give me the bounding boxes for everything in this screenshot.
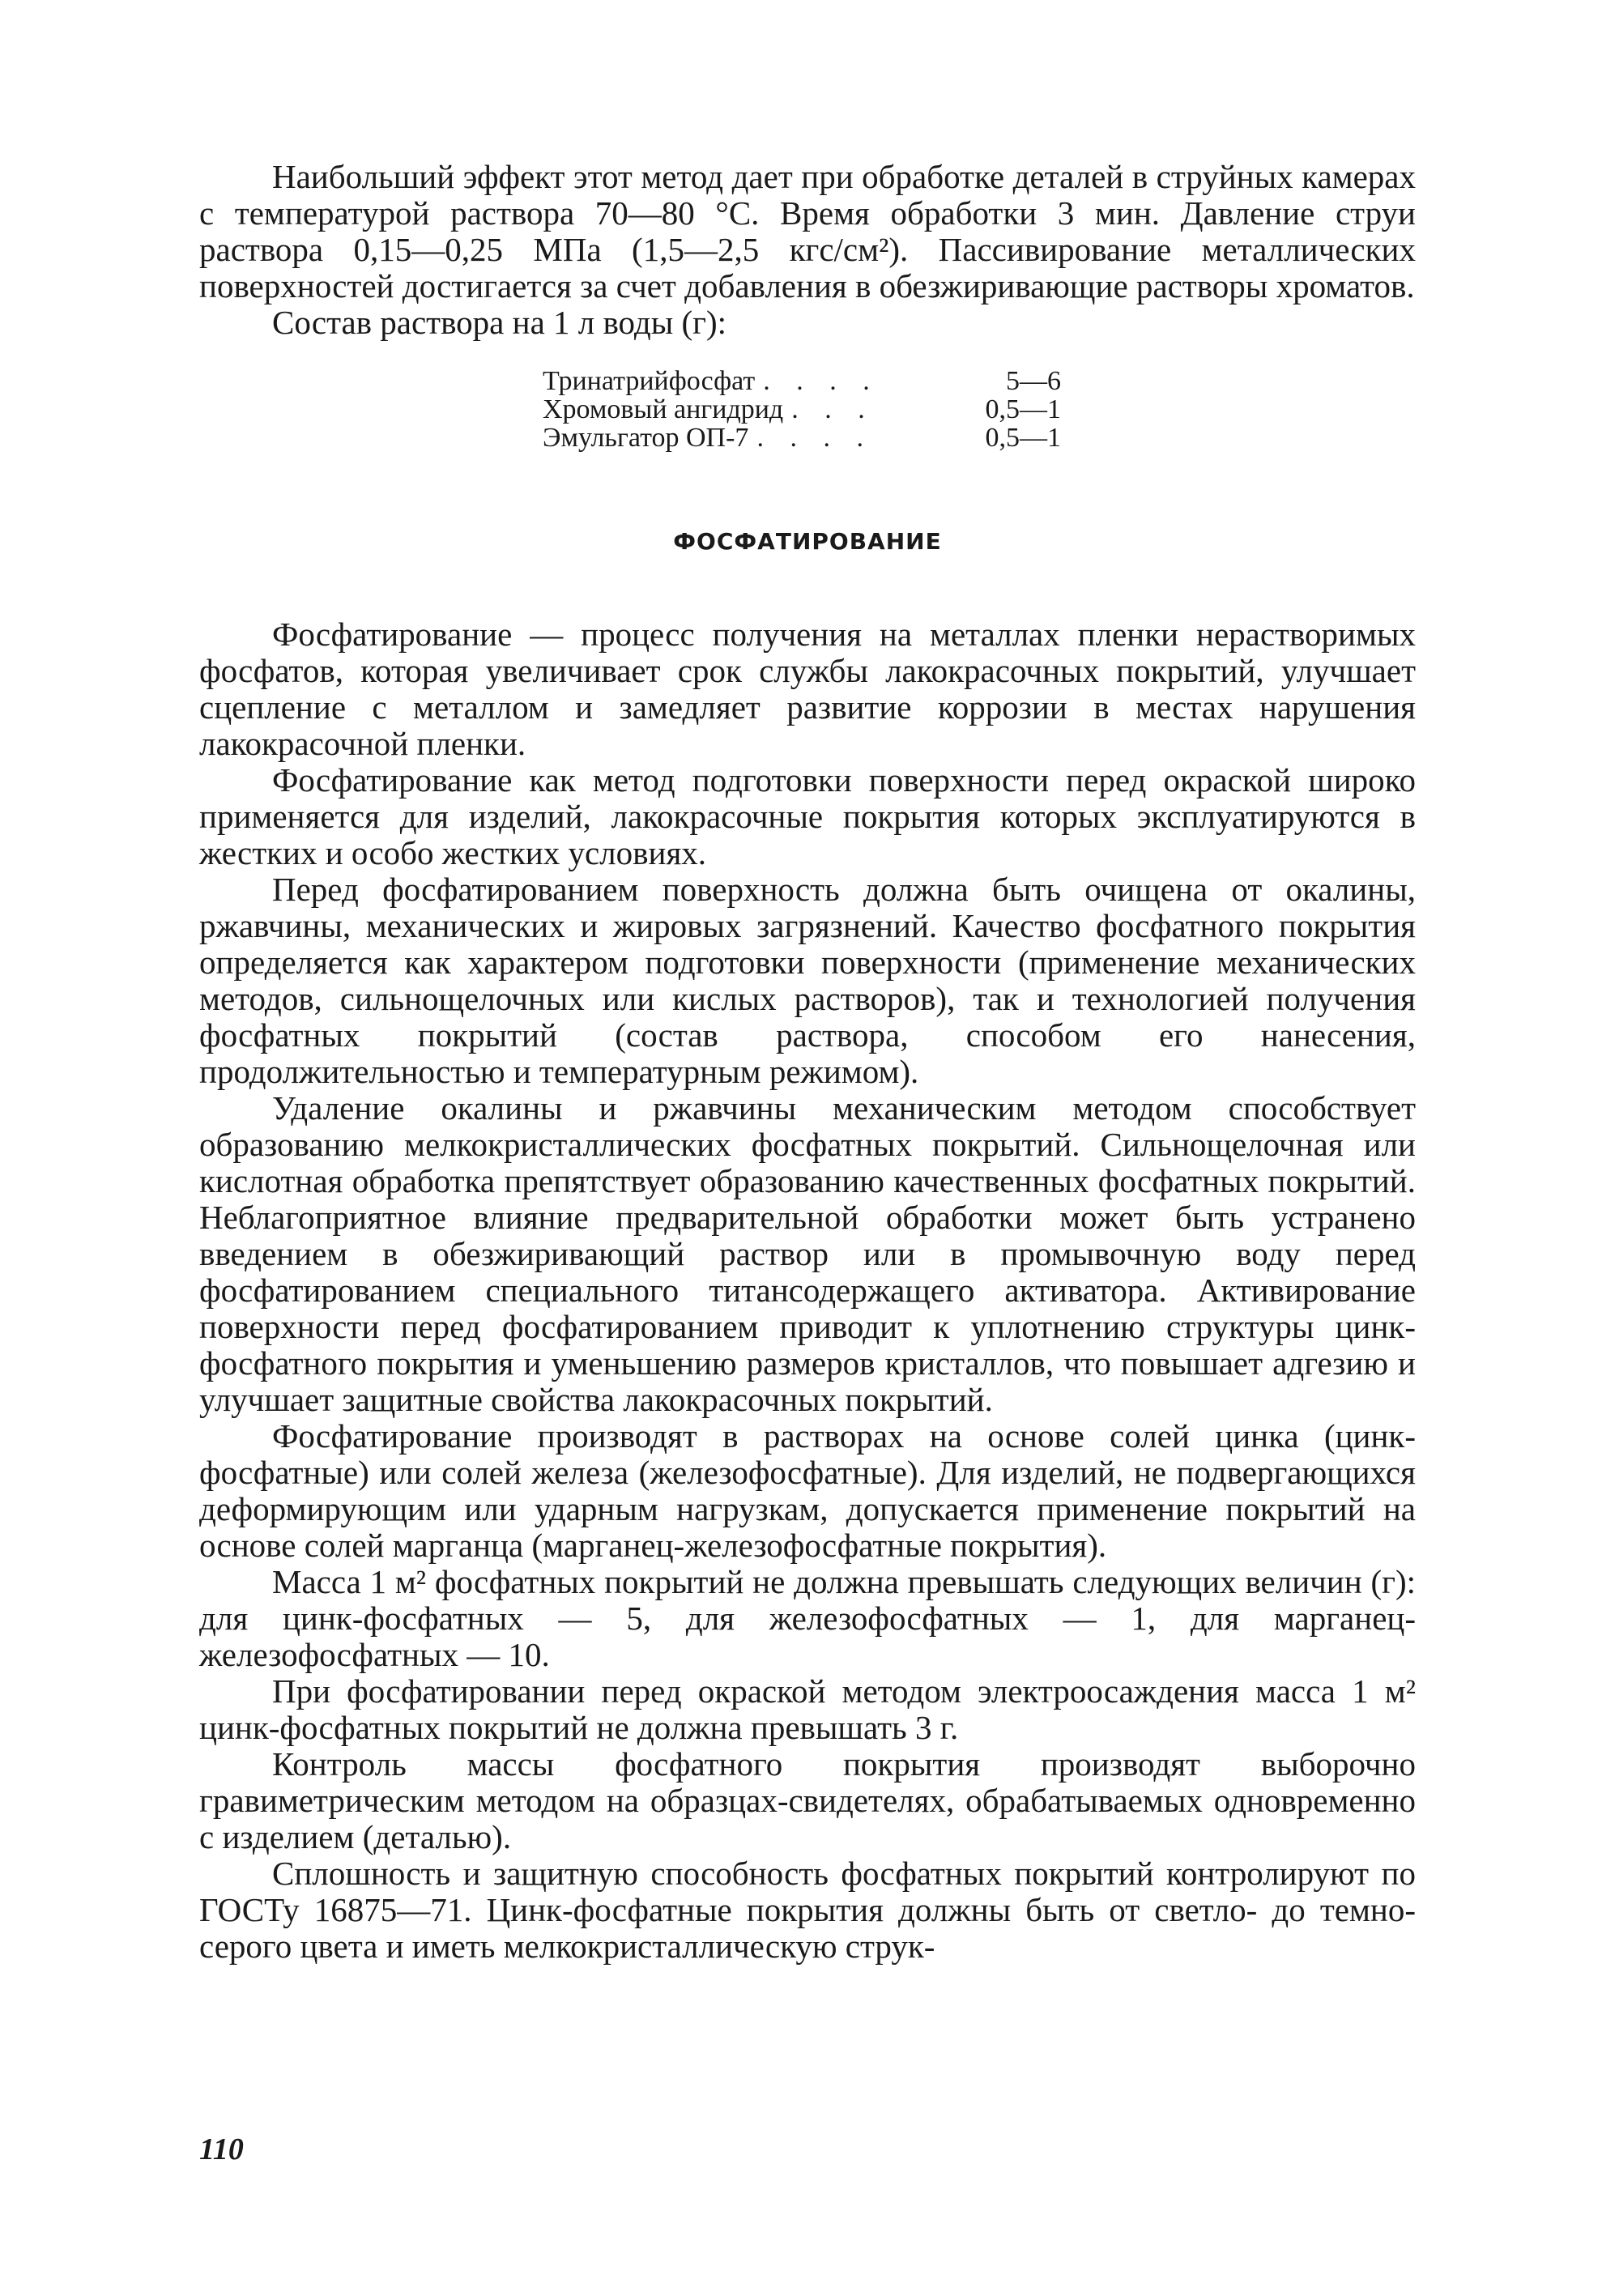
section-paragraph: Фосфатирование производят в растворах на основе солей цинка (цинк-фосфатные) или солей железа (железофосфатные). Для изделий, не подвергающихся деформирующим или ударным нагрузкам, допускается применение покрытий на основе солей марганца (марганец-железофосфатные покрытия). <box>199 1417 1416 1564</box>
recipe-name: Эмульгатор ОП-7 <box>543 423 749 453</box>
section-paragraph: Фосфатирование — процесс получения на металлах пленки нерастворимых фосфатов, которая увеличивает срок службы лакокрасочных покрытий, улучшает сцепление с металлом и замедляет развитие коррозии в местах нарушения лакокрасочной пленки. <box>199 616 1416 762</box>
section-paragraph: Масса 1 м² фосфатных покрытий не должна превышать следующих величин (г): для цинк-фосфатных — 5, для железофосфатных — 1, для марганец-железофосфатных — 10. <box>199 1563 1416 1673</box>
recipe-value: 0,5—1 <box>985 394 1061 424</box>
recipe-name: Хромовый ангидрид <box>543 394 784 424</box>
recipe-intro: Состав раствора на 1 л воды (г): <box>272 304 727 341</box>
section-paragraph: При фосфатировании перед окраской методом электроосаждения масса 1 м² цинк-фосфатных покрытий не должна превышать 3 г. <box>199 1672 1416 1746</box>
section-paragraph: Контроль массы фосфатного покрытия производят выборочно гравиметрическим методом на образцах-свидетелях, обрабатываемых одновременно с изделием (деталью). <box>199 1745 1416 1855</box>
section-paragraph: Удаление окалины и ржавчины механическим методом способствует образованию мелкокристаллических фосфатных покрытий. Сильнощелочная или кислотная обработка препятствует образованию качественных фосфатных покрытий. Неблагоприятное влияние предварительной обработки может быть устранено введением в обезжиривающий раствор или в промывочную воду перед фосфатированием специального титансодержащего активатора. Активирование поверхности перед фосфатированием приводит к уплотнению структуры цинк-фосфатного покрытия и уменьшению размеров кристаллов, что повышает адгезию и улучшает защитные свойства лакокрасочных покрытий. <box>199 1089 1416 1418</box>
page-number: 110 <box>199 2132 244 2166</box>
recipe-leader: . . . . <box>756 424 873 452</box>
recipe-leader: . . . . <box>763 367 880 395</box>
recipe-value: 0,5—1 <box>985 423 1061 453</box>
section-paragraph: Перед фосфатированием поверхность должна быть очищена от окалины, ржавчины, механических и жировых загрязнений. Качество фосфатного покрытия определяется как характером подготовки поверхности (применение механических методов, сильнощелочных или кислых растворов), так и технологией получения фосфатных покрытий (состав раствора, способом его нанесения, продолжительностью и температурным режимом). <box>199 871 1416 1090</box>
section-paragraph: Сплошность и защитную способность фосфатных покрытий контролируют по ГОСТу 16875—71. Цинк-фосфатные покрытия должны быть от светло- до темно-серого цвета и иметь мелкокристаллическую струк- <box>199 1855 1416 1965</box>
recipe-value: 5—6 <box>1006 366 1061 396</box>
section-paragraph: Фосфатирование как метод подготовки поверхности перед окраской широко применяется для изделий, лакокрасочные покрытия которых эксплуатируются в жестких и особо жестких условиях. <box>199 761 1416 871</box>
recipe-leader: . . . <box>791 395 875 424</box>
recipe-row <box>543 367 1061 395</box>
section-heading: ФОСФАТИРОВАНИЕ <box>673 528 942 555</box>
recipe-list <box>543 367 1061 452</box>
recipe-row <box>543 424 1061 452</box>
recipe-row <box>543 395 1061 424</box>
page-text <box>199 159 1416 1965</box>
recipe-name: Тринатрийфосфат <box>543 366 756 396</box>
intro-paragraph: Наибольший эффект этот метод дает при обработке деталей в струйных камерах с температурой раствора 70—80 °С. Время обработки 3 мин. Давление струи раствора 0,15—0,25 МПа (1,5—2,5 кгс/см²). Пассивирование металлических поверхностей достигается за счет добавления в обезжиривающие растворы хроматов. <box>199 158 1416 305</box>
